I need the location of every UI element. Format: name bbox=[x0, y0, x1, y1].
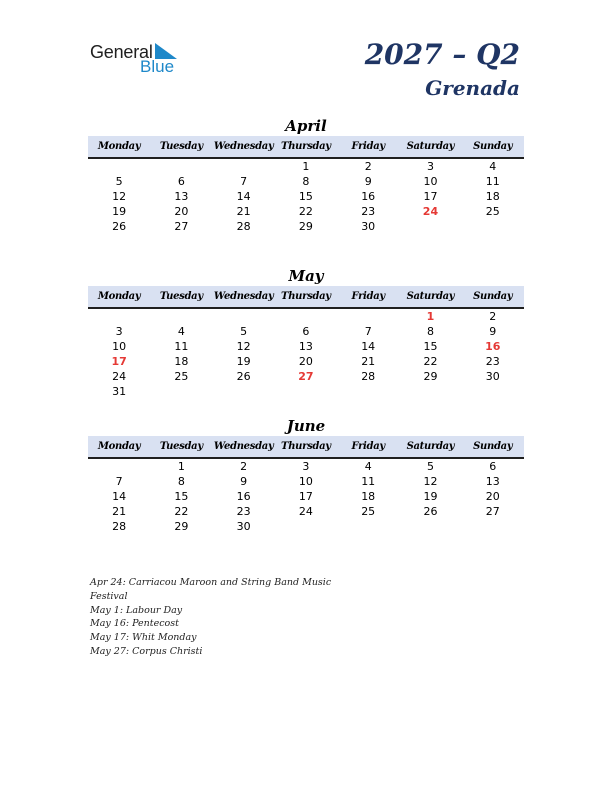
day-cell: 20 bbox=[485, 490, 500, 503]
month-grid bbox=[88, 459, 524, 534]
logo-word-blue: Blue bbox=[140, 57, 175, 76]
weekday-label: Friday bbox=[351, 441, 385, 452]
weekday-label: Thursday bbox=[281, 441, 331, 452]
weekday-label: Friday bbox=[351, 141, 385, 152]
day-cell: 27 bbox=[174, 220, 189, 233]
holiday-notes bbox=[90, 576, 350, 659]
day-cell: 23 bbox=[361, 205, 376, 218]
day-cell: 23 bbox=[236, 505, 251, 518]
month-april bbox=[88, 116, 524, 234]
day-cell: 9 bbox=[240, 475, 248, 488]
holiday-note: Apr 24: Carriacou Maroon and String Band Music bbox=[90, 577, 332, 588]
day-cell: 4 bbox=[177, 325, 185, 338]
empty-day-cell bbox=[462, 384, 524, 399]
week-row bbox=[88, 159, 524, 174]
day-cell: 29 bbox=[174, 520, 189, 533]
day-cell: 6 bbox=[177, 175, 185, 188]
holiday-day-cell: 17 bbox=[111, 355, 127, 368]
empty-day-cell bbox=[337, 519, 399, 534]
logo-word-general: General bbox=[90, 42, 153, 62]
day-cell: 7 bbox=[115, 475, 123, 488]
weekday-label: Tuesday bbox=[159, 141, 203, 152]
month-title: June bbox=[286, 417, 326, 435]
empty-day-cell bbox=[88, 309, 150, 324]
day-cell: 24 bbox=[112, 370, 127, 383]
day-cell: 12 bbox=[236, 340, 251, 353]
month-grid bbox=[88, 159, 524, 234]
holiday-note: May 27: Corpus Christi bbox=[90, 645, 203, 657]
day-cell: 27 bbox=[485, 505, 500, 518]
weekday-label: Saturday bbox=[406, 141, 455, 152]
weekday-label: Thursday bbox=[281, 291, 331, 302]
day-cell: 1 bbox=[177, 460, 185, 473]
day-cell: 13 bbox=[485, 475, 500, 488]
day-cell: 10 bbox=[112, 340, 127, 353]
week-row bbox=[88, 189, 524, 204]
day-cell: 16 bbox=[236, 490, 251, 503]
holiday-note: May 1: Labour Day bbox=[90, 604, 183, 616]
day-cell: 25 bbox=[174, 370, 189, 383]
day-cell: 9 bbox=[364, 175, 372, 188]
week-row bbox=[88, 459, 524, 474]
day-cell: 30 bbox=[361, 220, 376, 233]
weekday-label: Tuesday bbox=[159, 441, 203, 452]
day-cell: 15 bbox=[298, 190, 313, 203]
holiday-note: May 17: Whit Monday bbox=[90, 632, 197, 644]
empty-day-cell bbox=[213, 309, 275, 324]
day-cell: 28 bbox=[361, 370, 376, 383]
day-cell: 29 bbox=[423, 370, 438, 383]
empty-day-cell bbox=[150, 309, 212, 324]
weekday-label: Wednesday bbox=[213, 291, 274, 302]
empty-day-cell bbox=[399, 384, 461, 399]
day-cell: 7 bbox=[364, 325, 372, 338]
day-cell: 8 bbox=[426, 325, 434, 338]
weekday-label: Monday bbox=[97, 141, 141, 152]
holiday-day-cell: 1 bbox=[426, 310, 435, 323]
weekday-label: Sunday bbox=[473, 441, 513, 452]
day-cell: 2 bbox=[489, 310, 497, 323]
day-cell: 10 bbox=[298, 475, 313, 488]
day-cell: 5 bbox=[240, 325, 248, 338]
day-cell: 2 bbox=[240, 460, 248, 473]
empty-day-cell bbox=[337, 309, 399, 324]
day-cell: 26 bbox=[236, 370, 251, 383]
empty-day-cell bbox=[275, 309, 337, 324]
empty-day-cell bbox=[88, 159, 150, 174]
week-row bbox=[88, 519, 524, 534]
empty-day-cell bbox=[337, 384, 399, 399]
month-june bbox=[88, 416, 524, 534]
month-grid bbox=[88, 309, 524, 399]
day-cell: 9 bbox=[489, 325, 497, 338]
day-cell: 22 bbox=[174, 505, 189, 518]
day-cell: 5 bbox=[426, 460, 434, 473]
day-cell: 24 bbox=[298, 505, 313, 518]
day-cell: 6 bbox=[302, 325, 310, 338]
weekday-label: Saturday bbox=[406, 441, 455, 452]
day-cell: 14 bbox=[236, 190, 251, 203]
day-cell: 15 bbox=[423, 340, 438, 353]
day-cell: 14 bbox=[112, 490, 127, 503]
week-row bbox=[88, 219, 524, 234]
day-cell: 15 bbox=[174, 490, 189, 503]
day-cell: 12 bbox=[112, 190, 127, 203]
empty-day-cell bbox=[213, 159, 275, 174]
day-cell: 11 bbox=[361, 475, 376, 488]
day-cell: 12 bbox=[423, 475, 438, 488]
day-cell: 21 bbox=[236, 205, 251, 218]
day-cell: 26 bbox=[112, 220, 127, 233]
page-title: 2027 – Q2 bbox=[364, 38, 520, 71]
day-cell: 25 bbox=[361, 505, 376, 518]
weekday-label: Thursday bbox=[281, 141, 331, 152]
day-cell: 22 bbox=[423, 355, 438, 368]
empty-day-cell bbox=[88, 459, 150, 474]
empty-day-cell bbox=[150, 159, 212, 174]
day-cell: 18 bbox=[485, 190, 500, 203]
day-cell: 3 bbox=[426, 160, 434, 173]
day-cell: 28 bbox=[236, 220, 251, 233]
country-name: Grenada bbox=[425, 76, 520, 100]
holiday-note: Festival bbox=[90, 590, 128, 602]
day-cell: 30 bbox=[236, 520, 251, 533]
day-cell: 10 bbox=[423, 175, 438, 188]
empty-day-cell bbox=[150, 384, 212, 399]
day-cell: 1 bbox=[302, 160, 310, 173]
holiday-note: May 16: Pentecost bbox=[90, 618, 179, 630]
day-cell: 26 bbox=[423, 505, 438, 518]
month-title: May bbox=[288, 267, 324, 285]
day-cell: 5 bbox=[115, 175, 123, 188]
week-row bbox=[88, 489, 524, 504]
empty-day-cell bbox=[213, 384, 275, 399]
weekday-label: Monday bbox=[97, 441, 141, 452]
day-cell: 7 bbox=[240, 175, 248, 188]
weekday-label: Sunday bbox=[473, 141, 513, 152]
week-row bbox=[88, 309, 524, 324]
weekday-label: Saturday bbox=[406, 291, 455, 302]
day-cell: 18 bbox=[361, 490, 376, 503]
day-cell: 2 bbox=[364, 160, 372, 173]
day-cell: 19 bbox=[423, 490, 438, 503]
day-cell: 4 bbox=[489, 160, 497, 173]
weekday-label: Friday bbox=[351, 291, 385, 302]
week-row bbox=[88, 384, 524, 399]
week-row bbox=[88, 504, 524, 519]
month-title: April bbox=[285, 117, 327, 135]
day-cell: 30 bbox=[485, 370, 500, 383]
week-row bbox=[88, 324, 524, 339]
logo bbox=[90, 42, 190, 78]
day-cell: 19 bbox=[112, 205, 127, 218]
day-cell: 31 bbox=[112, 385, 127, 398]
day-cell: 3 bbox=[115, 325, 123, 338]
empty-day-cell bbox=[275, 519, 337, 534]
weekday-label: Wednesday bbox=[213, 441, 274, 452]
week-row bbox=[88, 174, 524, 189]
day-cell: 19 bbox=[236, 355, 251, 368]
day-cell: 4 bbox=[364, 460, 372, 473]
day-cell: 8 bbox=[302, 175, 310, 188]
day-cell: 3 bbox=[302, 460, 310, 473]
empty-day-cell bbox=[462, 519, 524, 534]
day-cell: 17 bbox=[298, 490, 313, 503]
day-cell: 29 bbox=[298, 220, 313, 233]
empty-day-cell bbox=[399, 519, 461, 534]
weekday-label: Sunday bbox=[473, 291, 513, 302]
holiday-day-cell: 24 bbox=[422, 205, 439, 218]
weekday-label: Wednesday bbox=[213, 141, 274, 152]
day-cell: 11 bbox=[485, 175, 500, 188]
day-cell: 14 bbox=[361, 340, 376, 353]
empty-day-cell bbox=[399, 219, 461, 234]
week-row bbox=[88, 354, 524, 369]
holiday-day-cell: 16 bbox=[485, 340, 501, 353]
empty-day-cell bbox=[275, 384, 337, 399]
month-may bbox=[88, 266, 524, 399]
weekday-header bbox=[88, 436, 524, 459]
day-cell: 17 bbox=[423, 190, 438, 203]
holiday-day-cell: 27 bbox=[298, 370, 314, 383]
empty-day-cell bbox=[462, 219, 524, 234]
day-cell: 20 bbox=[174, 205, 189, 218]
day-cell: 16 bbox=[361, 190, 376, 203]
week-row bbox=[88, 204, 524, 219]
week-row bbox=[88, 369, 524, 384]
day-cell: 22 bbox=[298, 205, 313, 218]
weekday-label: Monday bbox=[97, 291, 141, 302]
day-cell: 21 bbox=[361, 355, 376, 368]
weekday-header bbox=[88, 136, 524, 159]
week-row bbox=[88, 474, 524, 489]
day-cell: 25 bbox=[485, 205, 500, 218]
day-cell: 20 bbox=[298, 355, 313, 368]
day-cell: 28 bbox=[112, 520, 127, 533]
day-cell: 21 bbox=[112, 505, 127, 518]
day-cell: 6 bbox=[489, 460, 497, 473]
day-cell: 18 bbox=[174, 355, 189, 368]
day-cell: 13 bbox=[298, 340, 313, 353]
day-cell: 23 bbox=[485, 355, 500, 368]
day-cell: 8 bbox=[177, 475, 185, 488]
day-cell: 11 bbox=[174, 340, 189, 353]
weekday-header bbox=[88, 286, 524, 309]
day-cell: 13 bbox=[174, 190, 189, 203]
weekday-label: Tuesday bbox=[159, 291, 203, 302]
week-row bbox=[88, 339, 524, 354]
